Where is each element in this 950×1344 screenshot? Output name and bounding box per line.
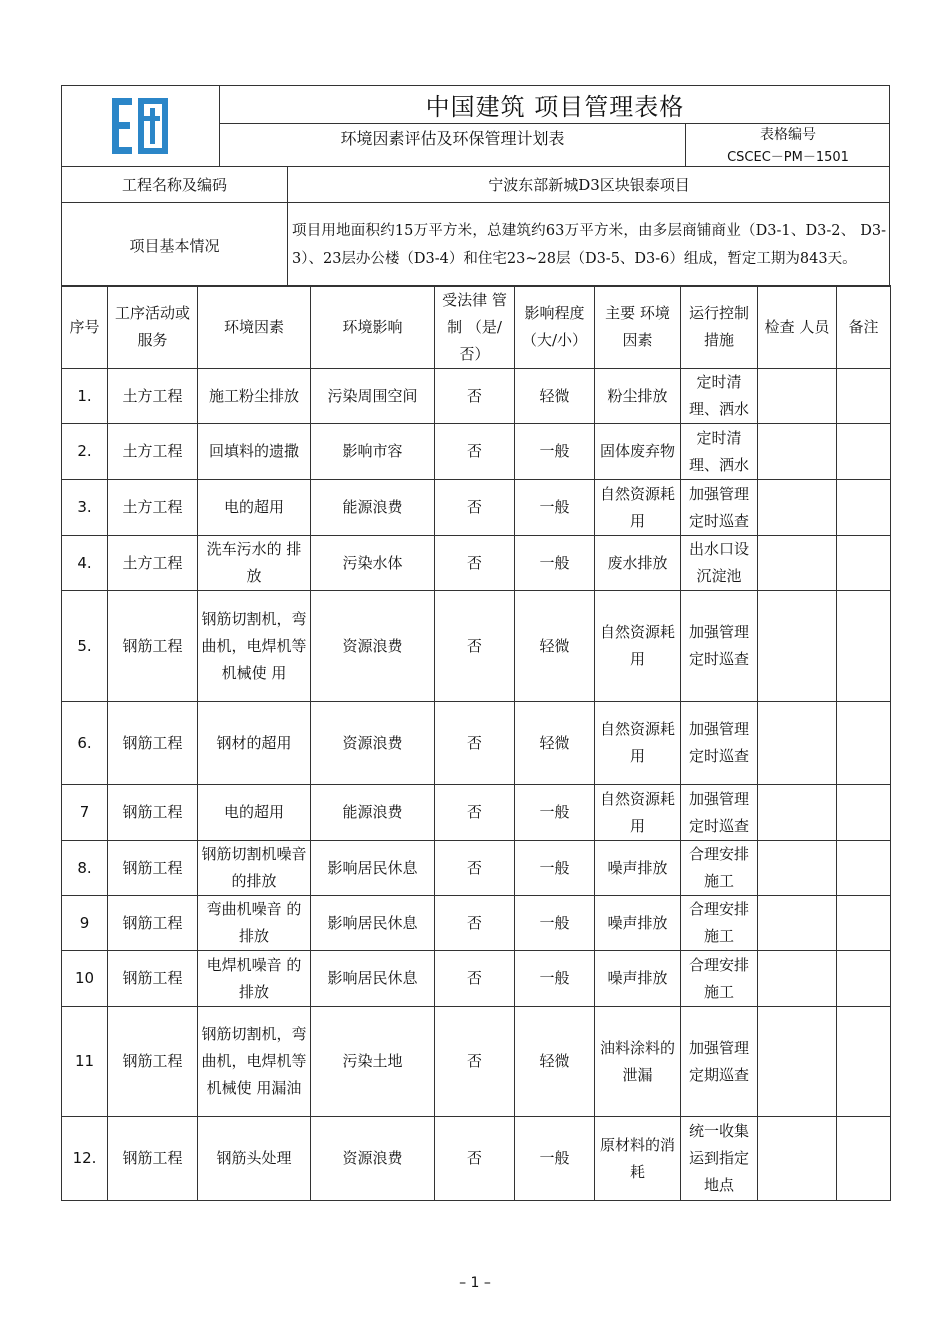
- degree-cell: 一般: [515, 951, 595, 1007]
- inspector-cell: [758, 702, 837, 785]
- main-factor-cell: 噪声排放: [595, 951, 681, 1007]
- main-factor-cell: 自然资源耗用: [595, 591, 681, 702]
- degree-cell: 一般: [515, 896, 595, 951]
- row-number: 6.: [62, 702, 108, 785]
- degree-cell: 一般: [515, 841, 595, 896]
- impact-cell: 污染周围空间: [311, 369, 435, 424]
- form-title: 中国建筑 项目管理表格: [425, 93, 685, 121]
- form-number-label: 表格编号: [760, 127, 816, 143]
- column-header: 环境影响: [311, 286, 435, 369]
- control-cell: 加强管理定时巡查: [681, 480, 758, 536]
- activity-cell: 土方工程: [108, 480, 198, 536]
- control-cell: 合理安排施工: [681, 951, 758, 1007]
- degree-cell: 一般: [515, 536, 595, 591]
- project-name-label: 工程名称及编码: [121, 176, 227, 194]
- activity-cell: 钢筋工程: [108, 702, 198, 785]
- legal-cell: 否: [435, 702, 515, 785]
- legal-cell: 否: [435, 951, 515, 1007]
- factor-cell: 施工粉尘排放: [198, 369, 311, 424]
- table-row: [62, 369, 891, 424]
- cscec-logo-icon: [106, 94, 176, 158]
- inspector-cell: [758, 591, 837, 702]
- remark-cell: [837, 424, 891, 480]
- table-row: [62, 951, 891, 1007]
- factor-cell: 洗车污水的 排放: [198, 536, 311, 591]
- degree-cell: 一般: [515, 1117, 595, 1201]
- row-number: 7: [62, 785, 108, 841]
- degree-cell: 一般: [515, 785, 595, 841]
- table-row: [62, 702, 891, 785]
- table-row: [62, 785, 891, 841]
- inspector-cell: [758, 1007, 837, 1117]
- degree-cell: 轻微: [515, 702, 595, 785]
- remark-cell: [837, 369, 891, 424]
- row-number: 2.: [62, 424, 108, 480]
- legal-cell: 否: [435, 785, 515, 841]
- inspector-cell: [758, 369, 837, 424]
- column-header: 影响程度（大/小）: [515, 286, 595, 369]
- row-number: 3.: [62, 480, 108, 536]
- activity-cell: 土方工程: [108, 369, 198, 424]
- row-number: 1.: [62, 369, 108, 424]
- table-row: [62, 1007, 891, 1117]
- factor-cell: 钢筋切割机噪音的排放: [198, 841, 311, 896]
- inspector-cell: [758, 1117, 837, 1201]
- remark-cell: [837, 951, 891, 1007]
- control-cell: 加强管理定期巡查: [681, 1007, 758, 1117]
- table-row: [62, 841, 891, 896]
- factor-cell: 回填料的遗撒: [198, 424, 311, 480]
- activity-cell: 钢筋工程: [108, 1007, 198, 1117]
- project-name-value: 宁波东部新城D3区块银泰项目: [488, 176, 690, 194]
- control-cell: 定时清理、洒水: [681, 424, 758, 480]
- impact-cell: 影响居民休息: [311, 841, 435, 896]
- legal-cell: 否: [435, 536, 515, 591]
- impact-cell: 资源浪费: [311, 702, 435, 785]
- main-factor-cell: 自然资源耗用: [595, 702, 681, 785]
- column-header: 序号: [62, 286, 108, 369]
- remark-cell: [837, 785, 891, 841]
- main-factor-cell: 自然资源耗用: [595, 480, 681, 536]
- factor-cell: 钢筋头处理: [198, 1117, 311, 1201]
- row-number: 4.: [62, 536, 108, 591]
- environment-factor-table: [61, 285, 891, 1201]
- column-header: 运行控制措施: [681, 286, 758, 369]
- legal-cell: 否: [435, 591, 515, 702]
- row-number: 5.: [62, 591, 108, 702]
- control-cell: 定时清理、洒水: [681, 369, 758, 424]
- impact-cell: 污染水体: [311, 536, 435, 591]
- column-header: 主要 环境因素: [595, 286, 681, 369]
- factor-cell: 钢筋切割机，弯曲机，电焊机等机械使 用漏油: [198, 1007, 311, 1117]
- project-info-label: 项目基本情况: [129, 236, 220, 255]
- table-row: [62, 480, 891, 536]
- remark-cell: [837, 1117, 891, 1201]
- main-factor-cell: 噪声排放: [595, 896, 681, 951]
- form-number: CSCEC－PM－1501: [727, 149, 849, 165]
- main-factor-cell: 噪声排放: [595, 841, 681, 896]
- legal-cell: 否: [435, 1007, 515, 1117]
- remark-cell: [837, 536, 891, 591]
- column-header: 备注: [837, 286, 891, 369]
- column-header: 受法律 管制 （是/否）: [435, 286, 515, 369]
- legal-cell: 否: [435, 841, 515, 896]
- logo-text: E团: [105, 94, 108, 95]
- control-cell: 加强管理定时巡查: [681, 702, 758, 785]
- activity-cell: 土方工程: [108, 536, 198, 591]
- form-subtitle: 环境因素评估及环保管理计划表: [340, 129, 565, 148]
- activity-cell: 钢筋工程: [108, 591, 198, 702]
- impact-cell: 影响居民休息: [311, 951, 435, 1007]
- project-info-value: 项目用地面积约15万平方米，总建筑约63万平方米，由多层商铺商业（D3-1、D3-2、 D3-3）、23层办公楼（D3-4）和住宅23~28层（D3-5、D3-6）组成，暂定工期为843天。: [292, 223, 886, 267]
- legal-cell: 否: [435, 1117, 515, 1201]
- factor-cell: 弯曲机噪音 的排放: [198, 896, 311, 951]
- legal-cell: 否: [435, 424, 515, 480]
- activity-cell: 钢筋工程: [108, 1117, 198, 1201]
- inspector-cell: [758, 785, 837, 841]
- inspector-cell: [758, 896, 837, 951]
- legal-cell: 否: [435, 369, 515, 424]
- impact-cell: 影响居民休息: [311, 896, 435, 951]
- control-cell: 加强管理定时巡查: [681, 785, 758, 841]
- remark-cell: [837, 480, 891, 536]
- impact-cell: 资源浪费: [311, 1117, 435, 1201]
- activity-cell: 钢筋工程: [108, 951, 198, 1007]
- inspector-cell: [758, 951, 837, 1007]
- degree-cell: 一般: [515, 424, 595, 480]
- remark-cell: [837, 702, 891, 785]
- table-row: [62, 896, 891, 951]
- remark-cell: [837, 896, 891, 951]
- page-number: – 1 –: [459, 1275, 491, 1291]
- remark-cell: [837, 591, 891, 702]
- legal-cell: 否: [435, 480, 515, 536]
- remark-cell: [837, 1007, 891, 1117]
- degree-cell: 轻微: [515, 1007, 595, 1117]
- factor-cell: 电的超用: [198, 785, 311, 841]
- remark-cell: [837, 841, 891, 896]
- row-number: 9: [62, 896, 108, 951]
- inspector-cell: [758, 536, 837, 591]
- legal-cell: 否: [435, 896, 515, 951]
- impact-cell: 能源浪费: [311, 480, 435, 536]
- control-cell: 合理安排施工: [681, 841, 758, 896]
- company-logo: [62, 86, 219, 166]
- control-cell: 出水口设沉淀池: [681, 536, 758, 591]
- factor-cell: 钢筋切割机，弯曲机，电焊机等机械使 用: [198, 591, 311, 702]
- impact-cell: 影响市容: [311, 424, 435, 480]
- table-row: [62, 424, 891, 480]
- main-factor-cell: 固体废弃物: [595, 424, 681, 480]
- activity-cell: 钢筋工程: [108, 785, 198, 841]
- form-header: [61, 85, 890, 287]
- table-row: [62, 1117, 891, 1201]
- control-cell: 加强管理定时巡查: [681, 591, 758, 702]
- row-number: 12.: [62, 1117, 108, 1201]
- factor-cell: 钢材的超用: [198, 702, 311, 785]
- impact-cell: 资源浪费: [311, 591, 435, 702]
- activity-cell: 钢筋工程: [108, 841, 198, 896]
- impact-cell: 能源浪费: [311, 785, 435, 841]
- table-row: [62, 536, 891, 591]
- factor-cell: 电的超用: [198, 480, 311, 536]
- activity-cell: 土方工程: [108, 424, 198, 480]
- degree-cell: 轻微: [515, 591, 595, 702]
- main-factor-cell: 原材料的消耗: [595, 1117, 681, 1201]
- column-header: 环境因素: [198, 286, 311, 369]
- table-header-row: [62, 286, 891, 369]
- inspector-cell: [758, 841, 837, 896]
- activity-cell: 钢筋工程: [108, 896, 198, 951]
- main-factor-cell: 废水排放: [595, 536, 681, 591]
- control-cell: 统一收集运到指定地点: [681, 1117, 758, 1201]
- degree-cell: 一般: [515, 480, 595, 536]
- degree-cell: 轻微: [515, 369, 595, 424]
- inspector-cell: [758, 480, 837, 536]
- main-factor-cell: 粉尘排放: [595, 369, 681, 424]
- row-number: 8.: [62, 841, 108, 896]
- control-cell: 合理安排施工: [681, 896, 758, 951]
- column-header: 检查 人员: [758, 286, 837, 369]
- row-number: 10: [62, 951, 108, 1007]
- column-header: 工序活动或服务: [108, 286, 198, 369]
- table-row: [62, 591, 891, 702]
- main-factor-cell: 油料涂料的泄漏: [595, 1007, 681, 1117]
- main-factor-cell: 自然资源耗用: [595, 785, 681, 841]
- inspector-cell: [758, 424, 837, 480]
- impact-cell: 污染土地: [311, 1007, 435, 1117]
- factor-cell: 电焊机噪音 的排放: [198, 951, 311, 1007]
- row-number: 11: [62, 1007, 108, 1117]
